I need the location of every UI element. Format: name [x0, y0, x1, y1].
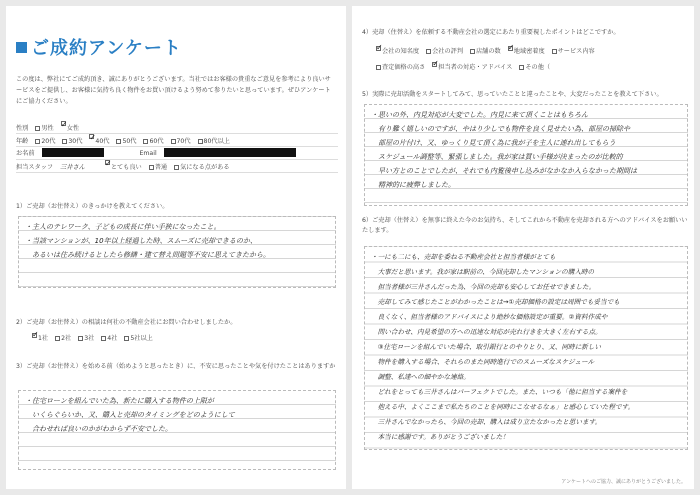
q5-question: 実際に売却活動をスタートしてみて、思っていたことと違ったことや、大変だったことを教えて下さい。	[372, 91, 663, 98]
age-option[interactable]	[116, 138, 136, 145]
option-label: サービス内容	[557, 48, 595, 55]
name-email-row	[16, 147, 338, 160]
option-label: 気になる点がある	[180, 164, 230, 171]
staff-eval-option[interactable]	[174, 164, 230, 171]
q1-number: 1）	[16, 203, 27, 210]
q6-answer-line: 本当に感謝です。ありがとうございました！	[371, 433, 509, 441]
option-label: 50代	[122, 138, 137, 145]
q4-number: 4）	[362, 29, 373, 36]
staff-label: 担当スタッフ	[16, 164, 54, 171]
q4-option[interactable]	[376, 64, 425, 71]
option-label: 査定価格の高さ	[382, 64, 426, 71]
checkbox-icon	[101, 336, 106, 341]
age-option[interactable]	[198, 138, 230, 145]
age-option[interactable]	[62, 138, 82, 145]
option-label: 会社の評判	[432, 48, 464, 55]
q1-answer-box[interactable]	[18, 216, 336, 288]
q3-heading	[16, 362, 338, 372]
option-label: 20代	[41, 138, 56, 145]
option-label: 70代	[176, 138, 191, 145]
option-label: 担当者の対応・アドバイス	[438, 64, 513, 71]
q3-number: 3）	[16, 363, 27, 370]
q5-answer-line: スケジュール調整等、緊張しました。我が家は買い手様が決まったのが比較的	[371, 153, 623, 161]
checkbox-icon	[519, 65, 524, 70]
q2-option[interactable]	[101, 335, 117, 342]
q2-option[interactable]	[124, 335, 153, 342]
checkbox-icon	[62, 139, 67, 144]
q3-answer-line: 合わせれば良いのかがわからず不安でした。	[25, 425, 172, 433]
q1-answer-line: あるいは住み続けるとしたら修繕・建て替え問題等不安に思えてきたから。	[25, 251, 270, 259]
checkbox-checked-icon	[508, 46, 513, 51]
q1-answer-line: ・主人のテレワーク、子どもの成長に伴い手狭になったこと。	[25, 223, 221, 231]
age-option[interactable]	[89, 138, 109, 145]
option-label: 2社	[61, 335, 72, 342]
q6-number: 6）	[362, 217, 373, 224]
option-label: 地域密着度	[513, 48, 545, 55]
page-title	[16, 34, 182, 60]
checkbox-icon	[198, 139, 203, 144]
q6-question: ご売却（住替え）を無事に終えた今のお気持ち、そしてこれから不動産を売却される方へのアドバイスをお願いいたします。	[362, 217, 688, 234]
q6-answer-line: 調整、私達への細やかな連絡。	[371, 373, 470, 381]
respondent-form	[16, 121, 338, 173]
checkbox-icon	[55, 336, 60, 341]
q6-answer-line: 問い合わせ、内見希望の方への迅速な対応が売れ行きを大きく左右する点。	[371, 328, 602, 336]
q6-answer-line: 売却してみて感じたことがわかったことは→①売却価格の設定は周囲でも妥当でも	[371, 298, 620, 306]
q1-answer-line: ・当該マンションが、10年以上経過した時、スムーズに売却できるのか、	[25, 237, 257, 245]
option-label: 店舗の数	[476, 48, 501, 55]
checkbox-icon	[149, 165, 154, 170]
checkbox-checked-icon	[376, 46, 381, 51]
checkbox-icon	[78, 336, 83, 341]
footer-thanks: アンケートへのご協力、誠にありがとうございました。	[561, 479, 686, 485]
q4-option[interactable]	[470, 48, 501, 55]
q2-option[interactable]	[55, 335, 71, 342]
checkbox-icon	[174, 165, 179, 170]
checkbox-checked-icon	[432, 62, 437, 67]
q6-answer-line: 物件を購入する場合、それらのまた同時進行でのスムーズなスケジュール	[371, 358, 595, 366]
option-label: 会社の知名度	[382, 48, 420, 55]
q6-answer-line: ・一にも二にも、売却を委ねる不動産会社と担当者様がとても	[371, 253, 556, 261]
option-label: 30代	[68, 138, 83, 145]
option-label: 5社以上	[130, 335, 153, 342]
q3-question: ご売却（お住替え）を始める前（始めようと思ったとき）に、不安に思ったことや気を付けたことはありますか	[26, 363, 336, 370]
q4-option[interactable]	[508, 48, 545, 55]
q5-answer-line: 有り難く嬉しいのですが、やはり少しでも物件を良く見せたい為、部屋の掃除や	[371, 125, 630, 133]
q4-option[interactable]	[376, 48, 419, 55]
checkbox-icon	[470, 49, 475, 54]
option-label: その他（	[525, 64, 551, 71]
q5-answer-line: ・思いの外、内見対応が大変でした。内見に来て頂くことはもちろん	[371, 111, 588, 119]
checkbox-icon	[376, 65, 381, 70]
name-redaction	[42, 148, 104, 157]
staff-name: 三井さん	[60, 164, 85, 171]
option-label: 男性	[41, 125, 54, 132]
age-option[interactable]	[143, 138, 163, 145]
q6-answer-line: どれをとっても三井さんはパーフェクトでした。また、いつも「他に担当する案件を	[371, 388, 628, 396]
age-option[interactable]	[171, 138, 191, 145]
gender-row	[16, 121, 338, 134]
checkbox-icon	[116, 139, 121, 144]
name-label: お名前	[16, 150, 35, 157]
email-redaction	[164, 148, 296, 157]
option-label: 40代	[95, 138, 110, 145]
checkbox-icon	[35, 139, 40, 144]
q6-answer-box[interactable]	[364, 246, 688, 450]
staff-eval-option[interactable]	[105, 164, 142, 171]
q1-question: ご売却（お住替え）のきっかけを教えてください。	[26, 203, 169, 210]
q5-answer-line: 精神的に疲弊しました。	[371, 181, 455, 189]
q4-options-row2	[376, 62, 555, 71]
q5-heading	[362, 90, 688, 100]
checkbox-checked-icon	[105, 160, 110, 165]
q3-answer-line: ・住宅ローンを組んでいた為、新たに購入する物件の上限が	[25, 397, 214, 405]
q3-answer-line: いくらぐらいか、又、購入と売却のタイミングをどのようにして	[25, 411, 235, 419]
q6-heading	[362, 216, 688, 236]
option-label: 3社	[84, 335, 95, 342]
gender-option-male[interactable]	[35, 125, 53, 132]
checkbox-icon	[35, 126, 40, 131]
q2-number: 2）	[16, 319, 27, 326]
checkbox-icon	[143, 139, 148, 144]
q4-question: 売却（住替え）を依頼する不動産会社の選定にあたり重要視したポイントはどこですか。	[372, 29, 620, 36]
staff-row	[16, 160, 338, 173]
q6-answer-line: 大事だと思います。我が家は駅前の、今回売却したマンションの購入時の	[371, 268, 595, 276]
staff-eval-option[interactable]	[149, 164, 167, 171]
option-label: 4社	[107, 335, 118, 342]
option-label: とても良い	[110, 164, 142, 171]
age-label: 年齢	[16, 138, 29, 145]
age-row	[16, 134, 338, 147]
right-page	[352, 6, 694, 489]
option-label: 女性	[66, 125, 80, 132]
q4-option[interactable]	[552, 48, 595, 55]
option-label: 60代	[149, 138, 164, 145]
left-page	[6, 6, 346, 489]
age-option[interactable]	[35, 138, 55, 145]
gender-label: 性別	[16, 125, 29, 132]
option-label: 普通	[154, 164, 168, 171]
title-text: ご成約アンケート	[31, 38, 182, 59]
email-label: Email	[139, 150, 157, 157]
q4-option[interactable]	[426, 48, 463, 55]
q2-heading	[16, 318, 338, 328]
gender-option-female[interactable]	[61, 125, 79, 132]
q6-answer-line: 良くなく、担当者様のアドバイスにより絶妙な価格設定が重要。②資料作成や	[371, 313, 608, 321]
checkbox-icon	[426, 49, 431, 54]
checkbox-checked-icon	[32, 333, 37, 338]
q5-number: 5）	[362, 91, 373, 98]
checkbox-icon	[171, 139, 176, 144]
title-square-icon	[16, 42, 27, 53]
checkbox-checked-icon	[61, 121, 66, 126]
q2-options	[32, 333, 158, 342]
option-label: 1社	[38, 335, 49, 342]
q4-heading	[362, 28, 688, 38]
q2-question: ご売却（お住替え）の相談は何社の不動産会社にお問い合わせしましたか。	[26, 319, 237, 326]
q2-option[interactable]	[78, 335, 94, 342]
q3-answer-box[interactable]	[18, 390, 336, 470]
q5-answer-line: 早い方とのことでしたが、それでも内覧後申し込みがなかなか入らなかった期間は	[371, 167, 637, 175]
checkbox-icon	[124, 336, 129, 341]
q4-option[interactable]	[432, 64, 512, 71]
q4-option[interactable]	[519, 64, 550, 71]
q6-answer-line: 担当者様が三井さんだった為、今回の売却も安心してお任せできました。	[371, 283, 596, 291]
q2-option[interactable]	[32, 335, 48, 342]
q6-answer-line: ③住宅ローンを組んでいた場合、取引銀行とのやりとり、又、同時に新しい	[371, 343, 601, 351]
checkbox-checked-icon	[89, 134, 94, 139]
q5-answer-box[interactable]	[364, 104, 688, 206]
q6-answer-line: 三井さんでなかったら、今回の売却、購入は成り立たなかったと思います。	[371, 418, 602, 426]
q6-answer-line: 抱える中、よくここまで私たちのことを同時にこなせるなぁ」と感心していた程です。	[371, 403, 635, 411]
q1-heading	[16, 202, 338, 212]
q4-options-row1	[376, 46, 600, 55]
option-label: 80代以上	[203, 138, 230, 145]
intro-text: この度は、弊社にてご成約頂き、誠にありがとうございます。当社ではお客様の貴重なご意見を参考により良いサービスをご提供し、お客様に気持ち良く物件をお買い頂けるよう努めて参りたいと思っています。ぜひアンケートにご協力ください。	[16, 76, 331, 105]
checkbox-icon	[552, 49, 557, 54]
q5-answer-line: 部屋の片付け、又、ゆっくり見て頂く為に我が子を主人に連れ出してもらう	[371, 139, 616, 147]
